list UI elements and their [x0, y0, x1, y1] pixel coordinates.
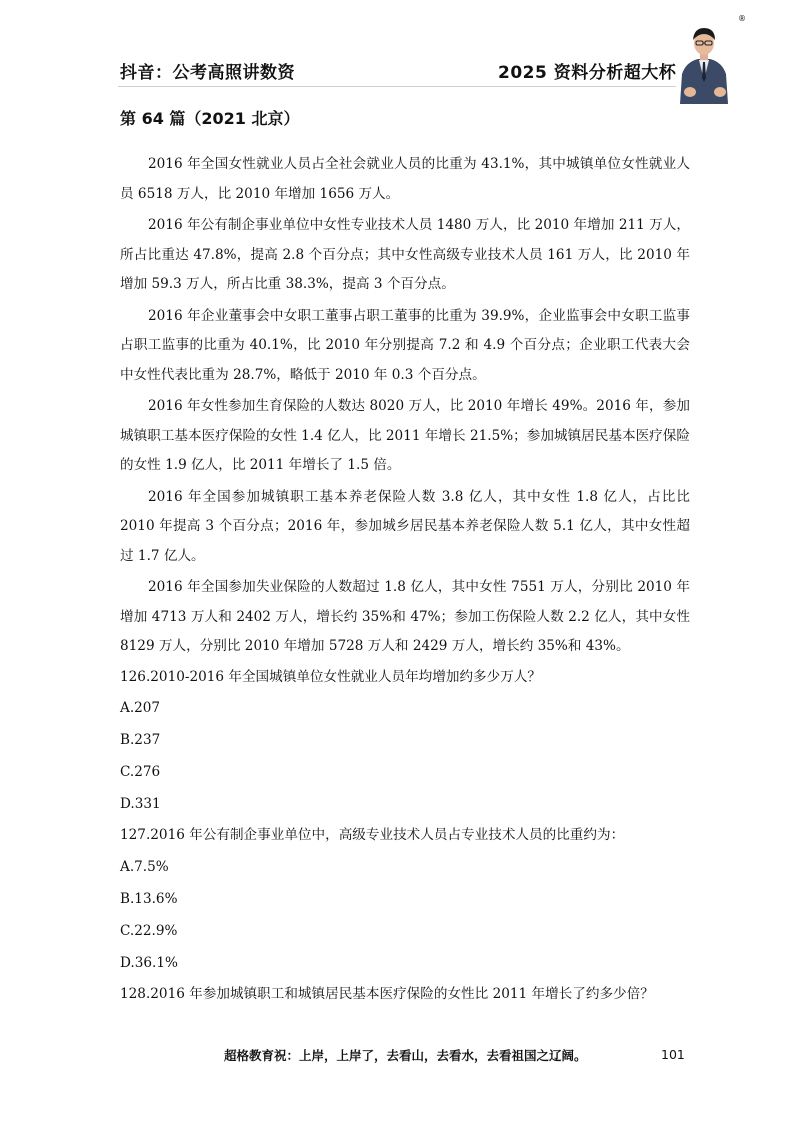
- question-stem: 128.2016 年参加城镇职工和城镇居民基本医疗保险的女性比 2011 年增长了约多少倍？: [120, 986, 654, 1003]
- header-left-text: 抖音：公考高照讲数资: [120, 63, 295, 83]
- paragraph: 2016 年女性参加生育保险的人数达 8020 万人，比 2010 年增长 49%。2016 年，参加城镇职工基本医疗保险的女性 1.4 亿人，比 2011 年增长 21.5%；参加城镇居民基本医疗保险的女性 1.9 亿人，比 2011 年增长了 1.5 倍。: [120, 398, 690, 473]
- answer-option: A.7.5%: [120, 859, 169, 876]
- answer-option: C.22.9%: [120, 922, 178, 939]
- answer-option: D.331: [120, 795, 161, 812]
- paragraph: 2016 年全国参加失业保险的人数超过 1.8 亿人，其中女性 7551 万人，分别比 2010 年增加 4713 万人和 2402 万人，增长约 35%和 47%；参加工伤保险人数 2.2 亿人，其中女性 8129 万人，分别比 2010 年增加 5728 万人和 2429 万人，增长约 35%和 43%。: [120, 579, 690, 654]
- paragraph: 2016 年公有制企事业单位中女性专业技术人员 1480 万人，比 2010 年增加 211 万人，所占比重达 47.8%，提高 2.8 个百分点；其中女性高级专业技术人员 161 万人，比 2010 年增加 59.3 万人，所占比重 38.3%，提高 3 个百分点。: [120, 217, 690, 292]
- header-divider: [118, 86, 680, 87]
- paragraph: 2016 年全国女性就业人员占全社会就业人员的比重为 43.1%，其中城镇单位女性就业人员 6518 万人，比 2010 年增加 1656 万人。: [120, 156, 690, 202]
- answer-option: B.13.6%: [120, 891, 178, 908]
- footer-motto: 超格教育祝：上岸，上岸了，去看山，去看水，去看祖国之辽阔。: [224, 1048, 587, 1063]
- answer-option: C.276: [120, 763, 161, 780]
- registered-mark: ®: [738, 14, 746, 23]
- section-title: 第 64 篇（2021 北京）: [120, 109, 300, 128]
- question-stem: 126.2010-2016 年全国城镇单位女性就业人员年均增加约多少万人？: [120, 668, 542, 685]
- paragraph: 2016 年企业董事会中女职工董事占职工董事的比重为 39.9%，企业监事会中女职工监事占职工监事的比重为 40.1%，比 2010 年分别提高 7.2 和 4.9 个百分点；企业职工代表大会中女性代表比重为 28.7%，略低于 2010 年 0.3 个百分点。: [120, 307, 690, 383]
- answer-option: A.207: [120, 700, 161, 717]
- page-number: 101: [661, 1047, 685, 1062]
- header-right-text: 2025 资料分析超大杯: [498, 63, 677, 83]
- paragraph: 2016 年全国参加城镇职工基本养老保险人数 3.8 亿人，其中女性 1.8 亿人，占比比 2010 年提高 3 个百分点；2016 年，参加城乡居民基本养老保险人数 5.1 亿人，其中女性超过 1.7 亿人。: [120, 488, 690, 564]
- answer-option: B.237: [120, 732, 161, 749]
- question-stem: 127.2016 年公有制企事业单位中，高级专业技术人员占专业技术人员的比重约为：: [120, 827, 625, 844]
- document-body: [120, 150, 690, 1011]
- presenter-portrait-image: [676, 22, 732, 104]
- answer-option: D.36.1%: [120, 954, 178, 971]
